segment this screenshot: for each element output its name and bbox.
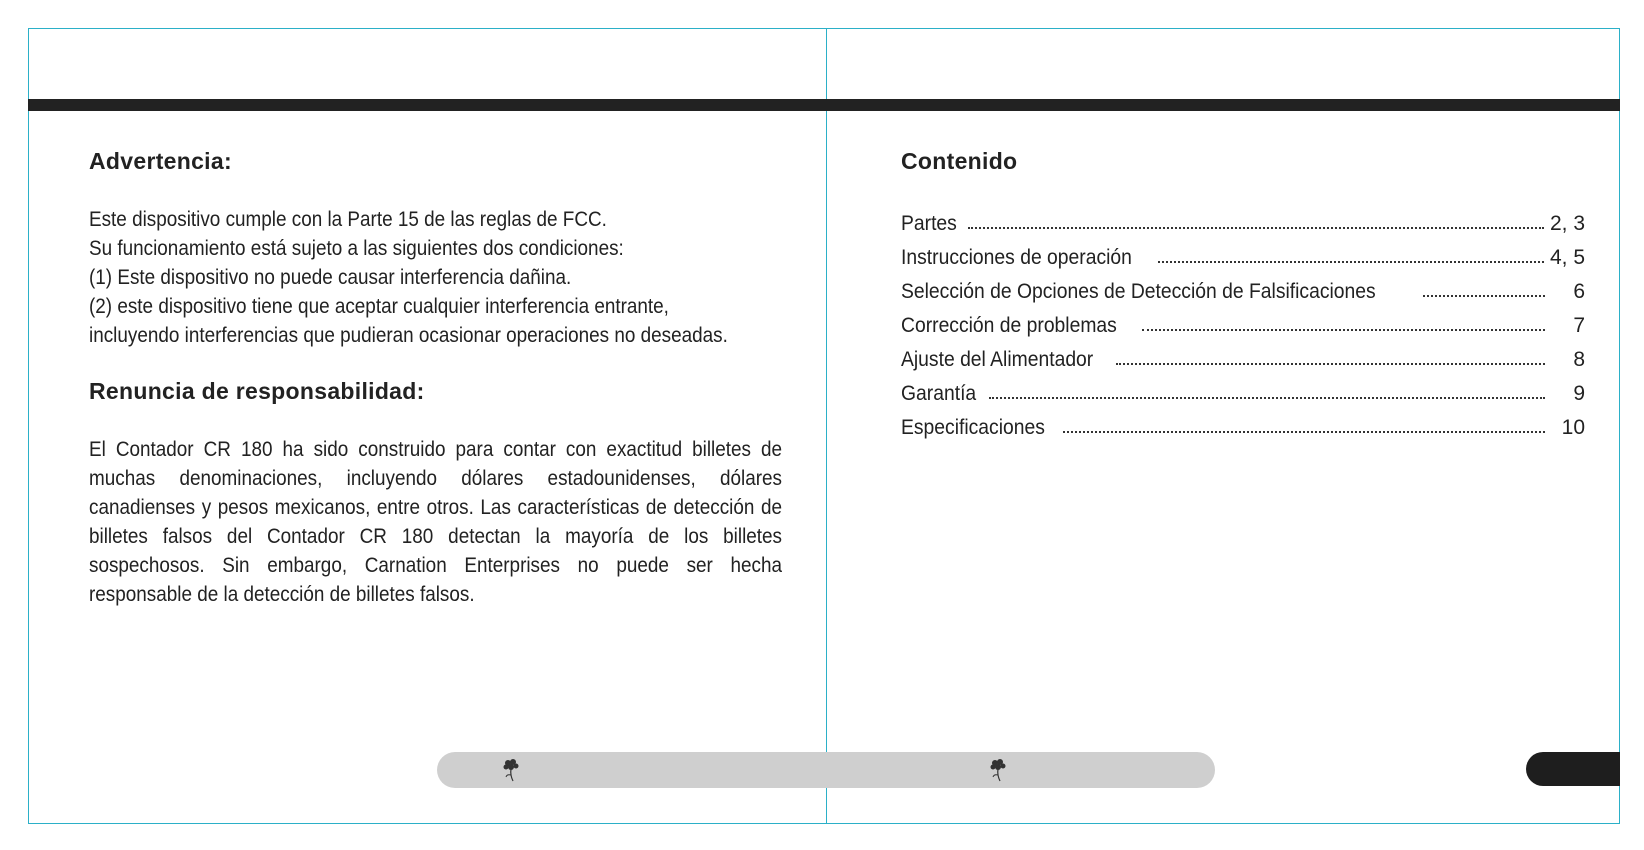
- toc-entry: [901, 406, 1585, 440]
- toc-leader: [1142, 329, 1545, 331]
- table-of-contents: [901, 202, 1585, 440]
- toc-entry: [901, 304, 1585, 338]
- toc-page: 2, 3: [1549, 212, 1585, 235]
- footer-band: [437, 752, 1215, 788]
- toc-title: Corrección de problemas: [901, 314, 1117, 337]
- carnation-flower-icon: [500, 757, 522, 783]
- toc-page: 10: [1561, 416, 1585, 439]
- page-number-tab: [1526, 752, 1620, 786]
- toc-title: Especificaciones: [901, 416, 1045, 439]
- toc-leader: [968, 227, 1544, 229]
- toc-page: 8: [1573, 348, 1585, 371]
- toc-leader: [1423, 295, 1545, 297]
- page-divider: [826, 28, 827, 824]
- toc-page: 6: [1573, 280, 1585, 303]
- toc-title: Partes: [901, 212, 957, 235]
- toc-page: 9: [1573, 382, 1585, 405]
- warning-text: [89, 205, 779, 350]
- warning-heading: Advertencia:: [89, 148, 232, 174]
- toc-leader: [989, 397, 1545, 399]
- warning-line: incluyendo interferencias que pudieran ocasionar operaciones no deseadas.: [89, 324, 728, 347]
- toc-entry: [901, 338, 1585, 372]
- toc-entry: [901, 202, 1585, 236]
- toc-title: Selección de Opciones de Detección de Falsificaciones: [901, 280, 1376, 303]
- toc-title: Instrucciones de operación: [901, 246, 1132, 269]
- toc-title: Garantía: [901, 382, 977, 405]
- toc-page: 7: [1573, 314, 1585, 337]
- warning-line: (1) Este dispositivo no puede causar interferencia dañina.: [89, 266, 572, 289]
- toc-page: 4, 5: [1549, 246, 1585, 269]
- toc-entry: [901, 372, 1585, 406]
- right-page: [901, 148, 1585, 440]
- header-bar: [28, 99, 1620, 111]
- warning-line: (2) este dispositivo tiene que aceptar cualquier interferencia entrante,: [89, 295, 669, 318]
- toc-title: Ajuste del Alimentador: [901, 348, 1094, 371]
- disclaimer-text: El Contador CR 180 ha sido construido para contar con exactitud billetes de muchas denominaciones, incluyendo dólares estadounidenses, dólares canadienses y pesos mexicanos, entre otros. Las características de detección de billetes falsos del Contador CR 180 detectan la mayoría de los billetes sospechosos. Sin embargo, Carnation Enterprises no puede ser hecha responsable de la detección de billetes falsos.: [89, 438, 782, 606]
- warning-line: Este dispositivo cumple con la Parte 15 de las reglas de FCC.: [89, 208, 607, 231]
- toc-entry: [901, 236, 1585, 270]
- contents-heading: Contenido: [901, 148, 1018, 174]
- toc-entry: [901, 270, 1585, 304]
- toc-leader: [1158, 261, 1544, 263]
- toc-leader: [1063, 431, 1545, 433]
- disclaimer-heading: Renuncia de responsabilidad:: [89, 378, 425, 404]
- carnation-flower-icon: [987, 757, 1009, 783]
- warning-line: Su funcionamiento está sujeto a las siguientes dos condiciones:: [89, 237, 624, 260]
- left-page: [89, 148, 782, 609]
- toc-leader: [1116, 363, 1545, 365]
